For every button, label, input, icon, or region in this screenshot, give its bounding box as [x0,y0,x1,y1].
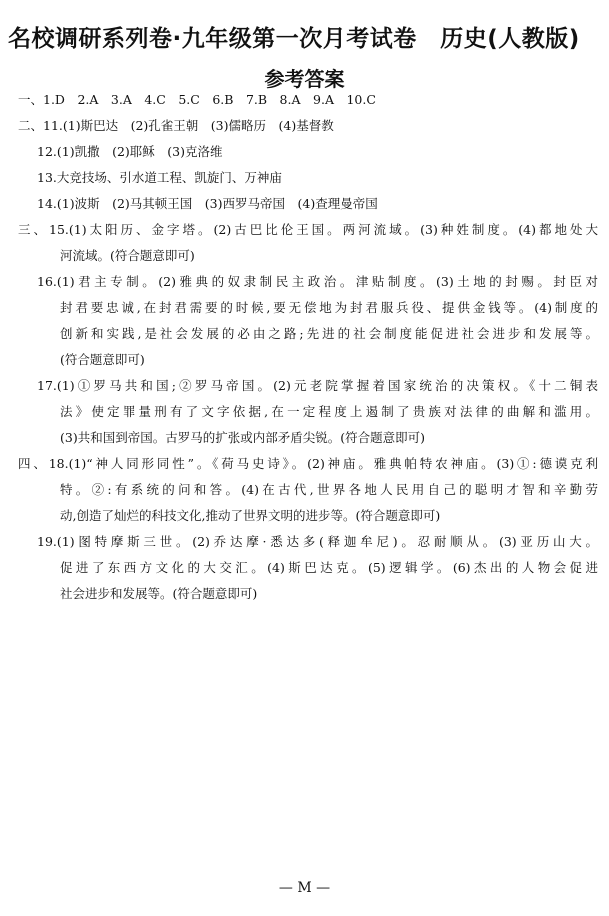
answer-line-section1: 一、1.D 2.A 3.A 4.C 5.C 6.B 7.B 8.A 9.A 10.C [18,92,376,107]
answer-line-q19-1: 19.(1)图特摩斯三世。(2)乔达摩·悉达多(释迦牟尼)。忍耐顺从。(3)亚历山大。 [37,534,598,549]
section-title: 参考答案 [264,67,345,91]
answer-line-q19-3: 社会进步和发展等。(符合题意即可) [60,586,258,601]
answer-line-q19-2: 促进了东西方文化的大交汇。(4)斯巴达克。(5)逻辑学。(6)杰出的人物会促进 [60,560,598,575]
answer-line-q18-1: 四、18.(1)“神人同形同性”。《荷马史诗》。(2)神庙。雅典帕特农神庙。(3)①:德谟克利 [18,456,598,471]
answer-line-q15-2: 河流域。(符合题意即可) [60,248,195,263]
answer-line-q11: 二、11.(1)斯巴达 (2)孔雀王朝 (3)儒略历 (4)基督教 [18,118,334,133]
answer-line-q16-1: 16.(1)君主专制。(2)雅典的奴隶制民主政治。津贴制度。(3)土地的封赐。封臣对 [37,274,598,289]
answer-line-q17-3: (3)共和国到帝国。古罗马的扩张或内部矛盾尖锐。(符合题意即可) [60,430,425,445]
answer-line-q15-1: 三、15.(1)太阳历、金字塔。(2)古巴比伦王国。两河流域。(3)种姓制度。(4)都地处大 [18,222,598,237]
answer-line-q13: 13.大竞技场、引水道工程、凯旋门、万神庙 [37,170,282,185]
answer-line-q17-1: 17.(1)①罗马共和国;②罗马帝国。(2)元老院掌握着国家统治的决策权。《十二铜表 [37,378,598,393]
answer-line-q16-4: (符合题意即可) [60,352,145,367]
answer-line-q18-2: 特。②:有系统的问和答。(4)在古代,世界各地人民用自己的聪明才智和辛勤劳 [60,482,598,497]
answer-line-q14: 14.(1)波斯 (2)马其顿王国 (3)西罗马帝国 (4)查理曼帝国 [37,196,378,211]
answer-line-q16-2: 封君要忠诚,在封君需要的时候,要无偿地为封君服兵役、提供金钱等。(4)制度的 [60,300,598,315]
answer-line-q16-3: 创新和实践,是社会发展的必由之路;先进的社会制度能促进社会进步和发展等。 [60,326,598,341]
answer-line-q17-2: 法》使定罪量刑有了文字依据,在一定程度上遏制了贵族对法律的曲解和滥用。 [60,404,598,419]
answer-line-q18-3: 动,创造了灿烂的科技文化,推动了世界文明的进步等。(符合题意即可) [60,508,441,523]
page-number: — M — [278,880,331,896]
answer-line-q12: 12.(1)凯撒 (2)耶稣 (3)克洛维 [37,144,223,159]
document-title: 名校调研系列卷·九年级第一次月考试卷 历史(人教版) [8,26,580,52]
